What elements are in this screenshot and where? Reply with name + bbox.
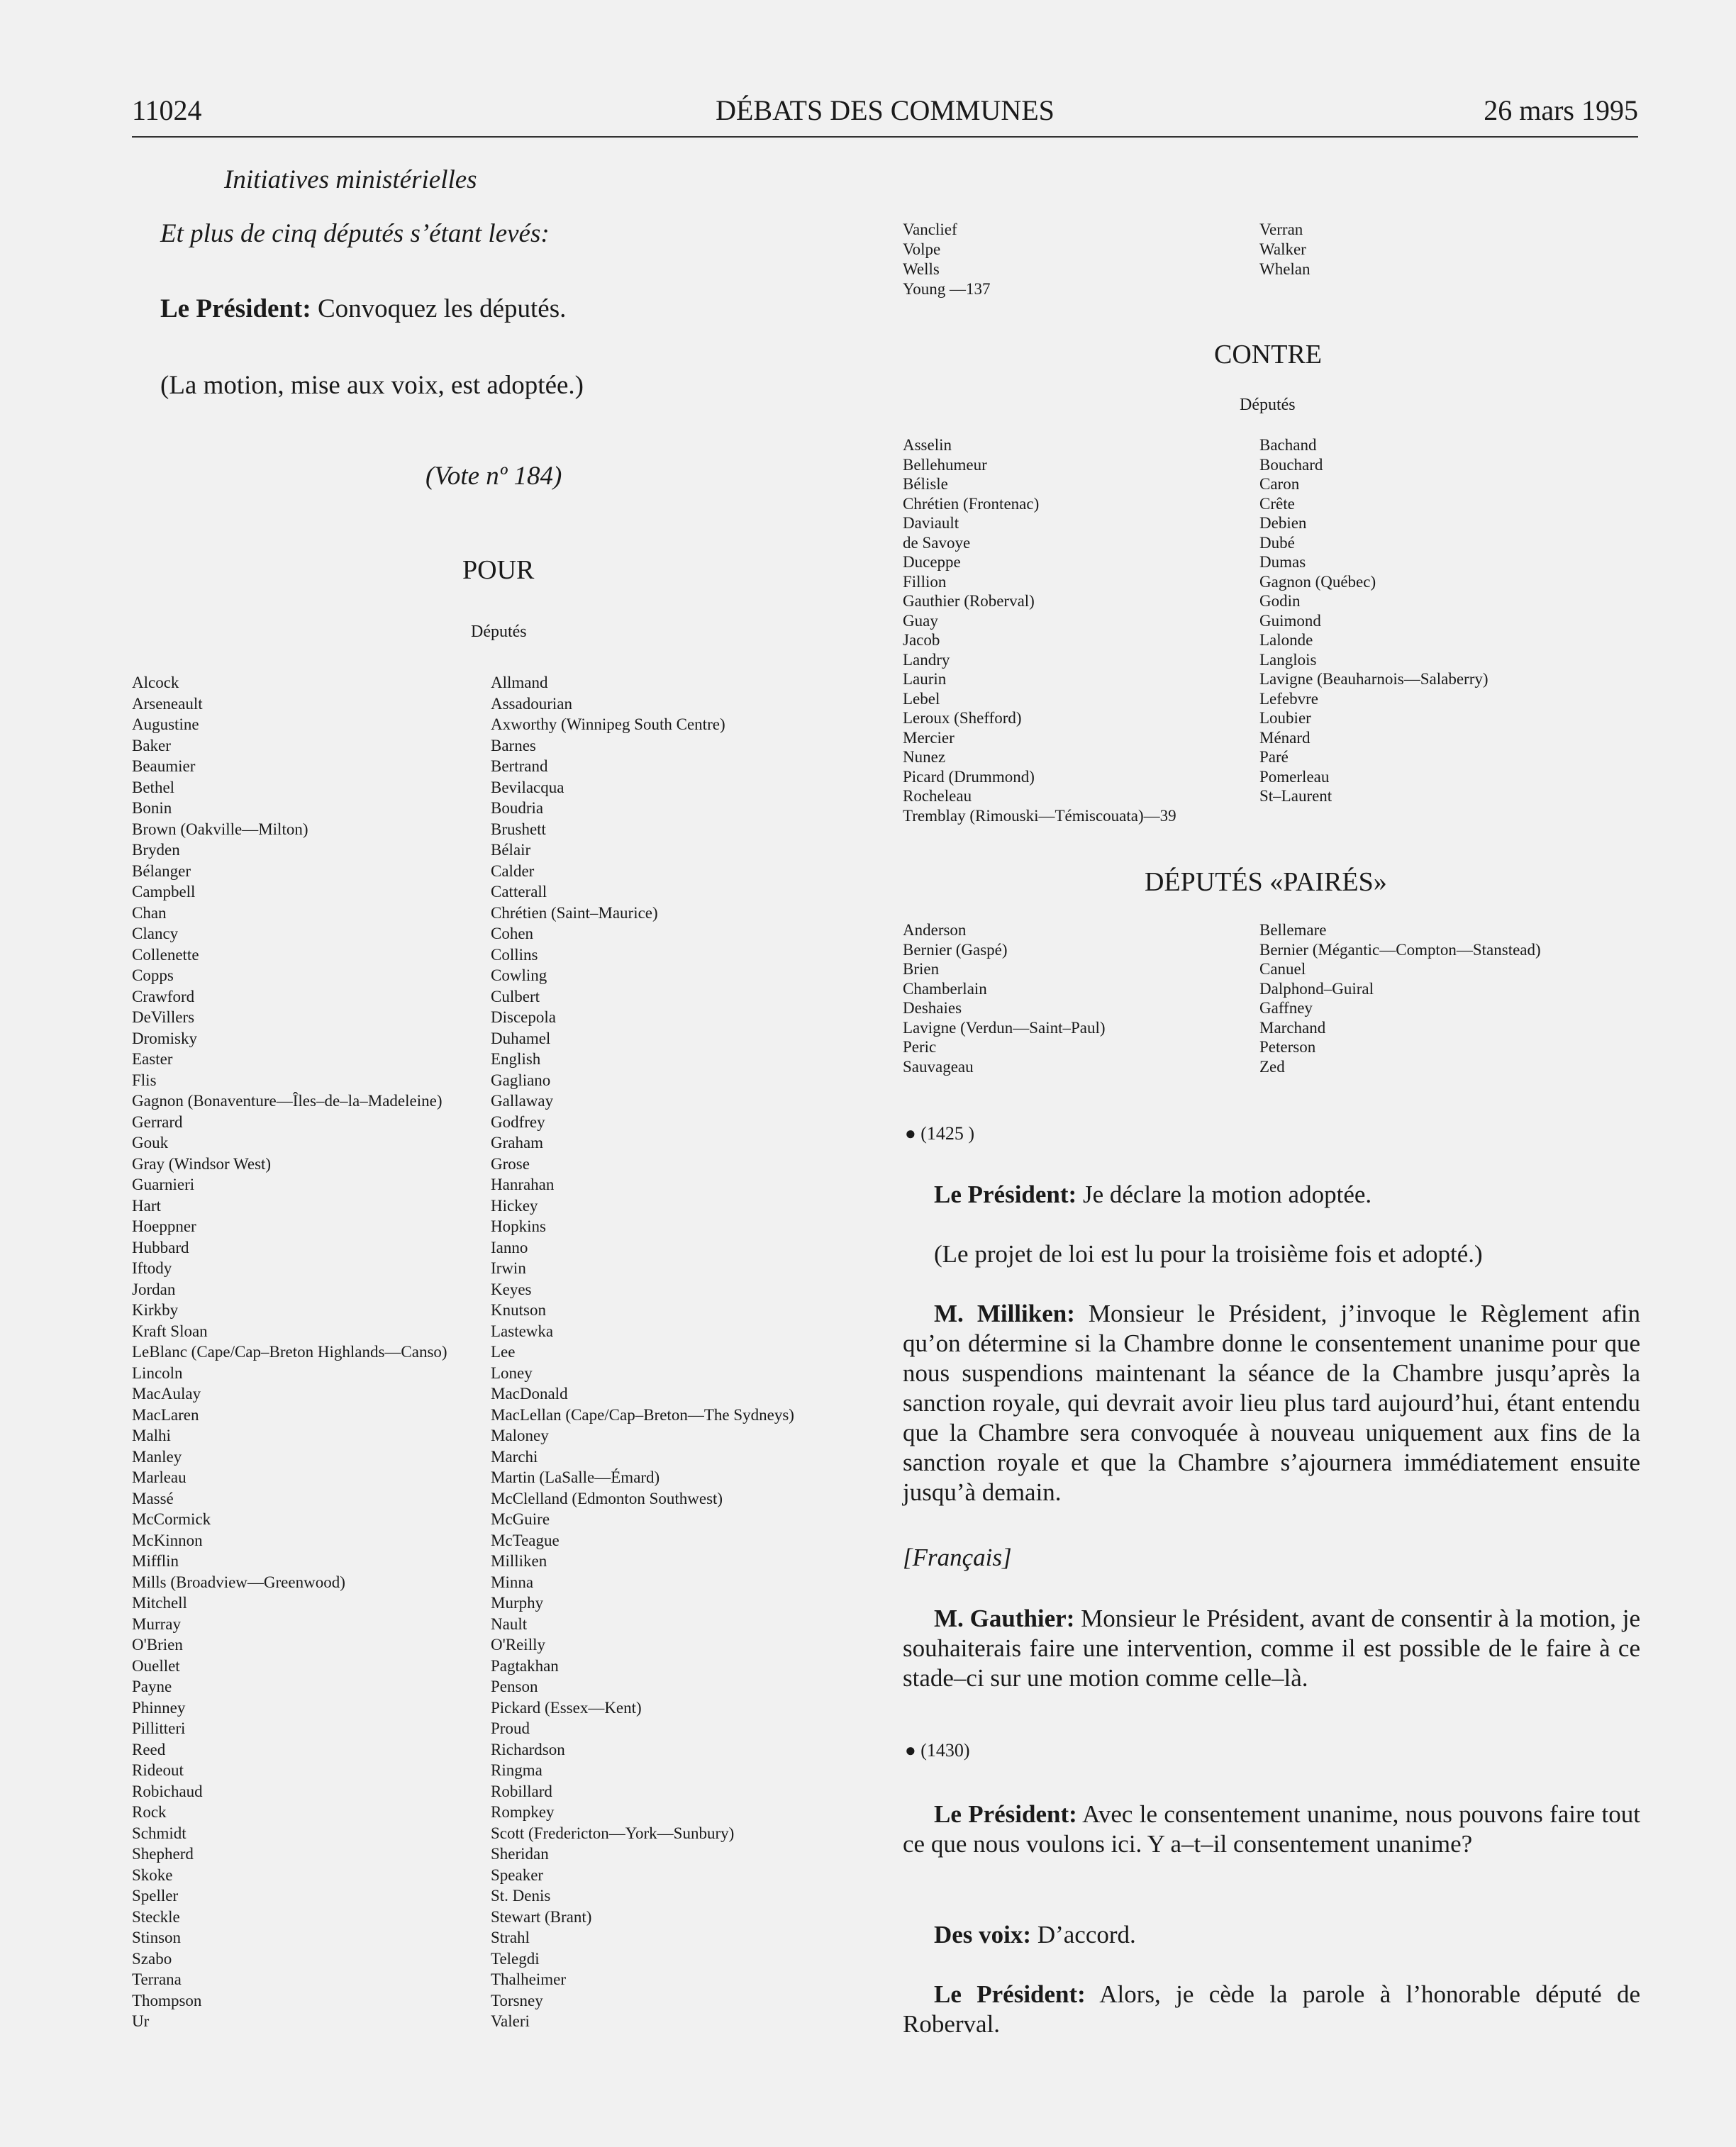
member-name: Szabo — [132, 1949, 172, 1968]
statement-text: Convoquez les députés. — [317, 294, 567, 323]
speaker-label: Des voix: — [934, 1921, 1032, 1948]
member-name: O'Brien — [132, 1636, 183, 1654]
member-name: Arseneault — [132, 694, 203, 713]
member-name: Zed — [1259, 1057, 1285, 1076]
pour-heading: POUR — [462, 555, 535, 585]
member-name: Bellehumeur — [903, 455, 987, 474]
member-name: Graham — [491, 1134, 544, 1151]
member-name: Catterall — [491, 883, 547, 900]
member-name: Lastewka — [491, 1322, 554, 1340]
member-name: Hoeppner — [132, 1217, 196, 1235]
speech-paragraph — [903, 1604, 1640, 1693]
member-name: Rocheleau — [903, 787, 972, 805]
member-name: Valeri — [491, 2012, 530, 2030]
member-name: Keyes — [491, 1280, 532, 1298]
member-name: Maloney — [491, 1427, 549, 1444]
publication-date: 26 mars 1995 — [1484, 94, 1638, 126]
speech-text: Alors, je cède la parole à l’honorable député de Roberval. — [903, 1980, 1641, 2038]
member-name: Bryden — [132, 841, 180, 859]
member-name: Asselin — [903, 436, 952, 454]
member-name: Marleau — [132, 1468, 187, 1486]
member-name: Murphy — [491, 1594, 544, 1612]
member-name: Richardson — [491, 1740, 565, 1758]
member-name: Assadourian — [491, 694, 572, 713]
member-name: Minna — [491, 1573, 534, 1591]
member-name: Anderson — [903, 921, 967, 939]
member-name: Paré — [1259, 748, 1289, 766]
member-name: Torsney — [491, 1991, 543, 2009]
speaker-label: Le Président: — [934, 1980, 1086, 2008]
member-name: Landry — [903, 650, 950, 669]
standing-note: Et plus de cinq députés s’étant levés: — [160, 219, 550, 248]
paires-list-col2 — [1259, 920, 1541, 1076]
member-name: Guarnieri — [132, 1176, 195, 1193]
language-note: [Français] — [903, 1544, 1012, 1571]
member-name: Tremblay (Rimouski—Témiscouata)—39 — [903, 806, 1176, 825]
member-name: Easter — [132, 1050, 173, 1068]
speech-text: Monsieur le Président, j’invoque le Règlement afin qu’on détermine si la Chambre donne le consentement unanime pour que nous suspendions maintenant la séance de la Chambre jusqu’après la sanction royale, qui devrait avoir lieu plus tard aujourd’hui, étant entendu que la Chambre sera convoquée à nouveau uniquement aux fins de la sanction royale et que la Chambre s’ajournera immédiatement ensuite jusqu’à demain. — [903, 1300, 1640, 1506]
member-name: Bertrand — [491, 757, 548, 775]
member-name: Schmidt — [132, 1824, 187, 1842]
member-name: Laurin — [903, 670, 947, 688]
member-name: Brien — [903, 960, 940, 978]
paires-heading: DÉPUTÉS «PAIRÉS» — [1145, 867, 1387, 897]
adoption-note: (La motion, mise aux voix, est adoptée.) — [160, 371, 584, 400]
member-name: Brown (Oakville—Milton) — [132, 820, 308, 838]
member-name: Ouellet — [132, 1656, 180, 1675]
member-name: Gagliano — [491, 1071, 551, 1089]
member-name: Pagtakhan — [491, 1656, 559, 1675]
member-name: Cohen — [491, 925, 534, 942]
speaker-label: M. Milliken: — [934, 1300, 1075, 1327]
speech-paragraph — [903, 1800, 1640, 1859]
member-name: Jacob — [903, 631, 940, 649]
pour-list-col1 — [132, 672, 447, 2032]
member-name: Grose — [491, 1154, 530, 1173]
speech-paragraph — [903, 1980, 1640, 2039]
member-name: Sauvageau — [903, 1057, 974, 1076]
member-name: Hopkins — [491, 1217, 546, 1235]
member-name: Ringma — [491, 1761, 542, 1779]
member-name: Telegdi — [491, 1949, 540, 1968]
member-name: Nault — [491, 1615, 528, 1633]
member-name: Hanrahan — [491, 1176, 555, 1193]
time-marker: ● (1430) — [905, 1740, 970, 1761]
member-name: Alcock — [132, 674, 179, 691]
member-name: Ménard — [1259, 728, 1311, 747]
member-name: Bélair — [491, 841, 531, 859]
contre-list-col2 — [1259, 435, 1489, 806]
member-name: Boudria — [491, 799, 544, 817]
member-name: Murray — [132, 1615, 181, 1633]
member-name: Gagnon (Québec) — [1259, 572, 1376, 591]
member-name: Picard (Drummond) — [903, 767, 1035, 786]
member-name: Ianno — [491, 1238, 528, 1256]
member-name: Nunez — [903, 748, 946, 766]
member-name: Wells — [903, 260, 940, 278]
member-name: Godin — [1259, 592, 1301, 610]
member-name: Campbell — [132, 883, 196, 900]
speech-text: D’accord. — [1031, 1921, 1136, 1948]
member-name: Steckle — [132, 1907, 180, 1926]
member-name: Lefebvre — [1259, 689, 1318, 708]
member-name: Clancy — [132, 925, 179, 942]
member-name: Pickard (Essex—Kent) — [491, 1698, 642, 1717]
member-name: Chamberlain — [903, 979, 987, 998]
member-name: Gray (Windsor West) — [132, 1154, 272, 1173]
member-name: Scott (Fredericton—York—Sunbury) — [491, 1824, 735, 1842]
member-name: Daviault — [903, 514, 959, 532]
member-name: Stinson — [132, 1929, 182, 1946]
vote-number: (Vote nº 184) — [425, 462, 562, 491]
member-name: Milliken — [491, 1552, 547, 1570]
member-name: Bernier (Mégantic—Compton—Stanstead) — [1259, 940, 1541, 959]
member-name: Knutson — [491, 1301, 546, 1319]
member-name: Shepherd — [132, 1845, 194, 1863]
pour-continued-col1 — [903, 220, 991, 299]
member-name: Marchi — [491, 1447, 538, 1466]
member-name: Debien — [1259, 514, 1307, 532]
procedural-note: (Le projet de loi est lu pour la troisième fois et adopté.) — [934, 1240, 1483, 1268]
header-rule — [132, 136, 1638, 138]
member-name: Beaumier — [132, 757, 196, 775]
member-name: Copps — [132, 966, 174, 984]
member-name: Iftody — [132, 1259, 172, 1277]
time-marker: ● (1425 ) — [905, 1123, 975, 1144]
speech-paragraph — [903, 1180, 1640, 1210]
member-name: Bélisle — [903, 475, 948, 493]
member-name: Gagnon (Bonaventure—Îles–de–la–Madeleine) — [132, 1092, 443, 1110]
member-name: Pillitteri — [132, 1719, 186, 1737]
member-name: Bélanger — [132, 861, 191, 880]
member-name: O'Reilly — [491, 1636, 545, 1654]
member-name: Thompson — [132, 1991, 202, 2009]
member-name: Proud — [491, 1719, 530, 1737]
member-name: Mills (Broadview—Greenwood) — [132, 1573, 345, 1591]
member-name: Ur — [132, 2012, 150, 2030]
member-name: Mitchell — [132, 1594, 187, 1612]
member-name: Mercier — [903, 728, 955, 747]
member-name: Bachand — [1259, 436, 1317, 454]
contre-heading: CONTRE — [1214, 340, 1322, 369]
member-name: Robichaud — [132, 1782, 203, 1800]
member-name: Lebel — [903, 689, 940, 708]
member-name: McClelland (Edmonton Southwest) — [491, 1489, 723, 1507]
member-name: Guimond — [1259, 611, 1321, 630]
member-name: Thalheimer — [491, 1970, 567, 1988]
member-name: Lavigne (Verdun—Saint–Paul) — [903, 1018, 1106, 1037]
member-name: Gaffney — [1259, 999, 1313, 1017]
member-name: Bonin — [132, 799, 172, 817]
member-name: Whelan — [1259, 260, 1311, 278]
member-name: Gouk — [132, 1134, 169, 1151]
member-name: Manley — [132, 1447, 182, 1466]
publication-title: DÉBATS DES COMMUNES — [716, 94, 1055, 126]
member-name: Mifflin — [132, 1552, 179, 1570]
member-name: Baker — [132, 736, 171, 754]
paires-list-col1 — [903, 920, 1106, 1076]
member-name: Martin (LaSalle—Émard) — [491, 1468, 660, 1486]
member-name: Gerrard — [132, 1112, 183, 1131]
member-name: MacLellan (Cape/Cap–Breton—The Sydneys) — [491, 1405, 794, 1424]
member-name: Bevilacqua — [491, 778, 564, 796]
member-name: Bernier (Gaspé) — [903, 940, 1008, 959]
member-name: Deshaies — [903, 999, 962, 1017]
member-name: Volpe — [903, 240, 941, 258]
member-name: Duhamel — [491, 1029, 551, 1047]
member-name: Dalphond–Guiral — [1259, 979, 1374, 998]
member-name: Canuel — [1259, 960, 1306, 978]
member-name: Collenette — [132, 945, 199, 964]
member-name: Verran — [1259, 221, 1303, 238]
member-name: Kirkby — [132, 1301, 179, 1319]
member-name: Malhi — [132, 1427, 171, 1444]
speaker-label: Le Président: — [160, 294, 311, 323]
member-name: Axworthy (Winnipeg South Centre) — [491, 715, 725, 733]
member-name: Guay — [903, 611, 938, 630]
member-name: Speller — [132, 1887, 179, 1905]
member-name: Rompkey — [491, 1803, 555, 1821]
member-name: Reed — [132, 1740, 166, 1758]
member-name: Loney — [491, 1364, 533, 1382]
member-name: Gallaway — [491, 1092, 554, 1110]
member-name: Speaker — [491, 1866, 544, 1884]
member-name: Bethel — [132, 778, 175, 796]
member-name: McTeague — [491, 1531, 560, 1549]
member-name: Bouchard — [1259, 455, 1323, 474]
member-name: Walker — [1259, 240, 1306, 258]
member-name: Peterson — [1259, 1038, 1316, 1056]
deputes-label-contre: Députés — [1240, 396, 1296, 414]
member-name: Chan — [132, 903, 167, 922]
member-name: Lavigne (Beauharnois—Salaberry) — [1259, 670, 1489, 688]
member-name: Crête — [1259, 494, 1295, 513]
member-name: DeVillers — [132, 1008, 195, 1026]
member-name: Sheridan — [491, 1845, 549, 1863]
speech-text: Avec le consentement unanime, nous pouvons faire tout ce que nous voulons ici. Y a–t–il consentement unanime? — [903, 1800, 1640, 1858]
contre-list-col1 — [903, 435, 1176, 825]
member-name: Hickey — [491, 1196, 538, 1215]
member-name: Robillard — [491, 1782, 552, 1800]
member-name: Gauthier (Roberval) — [903, 592, 1035, 610]
member-name: Bellemare — [1259, 921, 1327, 939]
member-name: Chrétien (Frontenac) — [903, 494, 1040, 513]
member-name: Hart — [132, 1196, 161, 1215]
member-name: Augustine — [132, 715, 199, 733]
member-name: Kraft Sloan — [132, 1322, 208, 1340]
member-name: Flis — [132, 1071, 157, 1089]
member-name: Godfrey — [491, 1112, 545, 1131]
member-name: de Savoye — [903, 533, 971, 552]
member-name: McGuire — [491, 1510, 550, 1528]
pour-list-col2 — [491, 672, 794, 2032]
member-name: Barnes — [491, 736, 536, 754]
member-name: Dromisky — [132, 1029, 197, 1047]
deputes-label: Députés — [471, 623, 527, 641]
member-name: MacDonald — [491, 1385, 568, 1402]
member-name: St. Denis — [491, 1887, 551, 1905]
member-name: Pomerleau — [1259, 767, 1330, 786]
member-name: McCormick — [132, 1510, 211, 1528]
member-name: Crawford — [132, 987, 195, 1005]
member-name: Culbert — [491, 987, 540, 1005]
speech-paragraph — [903, 1920, 1640, 1950]
member-name: Cowling — [491, 966, 547, 984]
member-name: Peric — [903, 1038, 937, 1056]
member-name: Rock — [132, 1803, 167, 1821]
member-name: Jordan — [132, 1280, 176, 1298]
member-name: Calder — [491, 861, 535, 880]
speaker-label: Le Président: — [934, 1181, 1077, 1208]
member-name: Marchand — [1259, 1018, 1326, 1037]
speech-text: Monsieur le Président, avant de consentir à la motion, je souhaiterais faire une intervention, comme il est possible de le faire à ce stade–ci sur une motion comme celle–là. — [903, 1605, 1640, 1692]
member-name: Phinney — [132, 1698, 186, 1717]
member-name: Penson — [491, 1678, 538, 1695]
member-name: Langlois — [1259, 650, 1317, 669]
speaker-label: Le Président: — [934, 1800, 1077, 1828]
member-name: Chrétien (Saint–Maurice) — [491, 903, 658, 922]
speech-text: Je déclare la motion adoptée. — [1076, 1181, 1372, 1208]
member-name: Fillion — [903, 572, 947, 591]
speech-paragraph — [903, 1299, 1640, 1507]
speaker-label: M. Gauthier: — [934, 1605, 1075, 1632]
member-name: MacAulay — [132, 1385, 201, 1402]
member-name: Strahl — [491, 1929, 530, 1946]
member-name: Skoke — [132, 1866, 173, 1884]
member-name: Dumas — [1259, 553, 1306, 571]
member-name: McKinnon — [132, 1531, 203, 1549]
member-name: Lincoln — [132, 1364, 183, 1382]
member-name: Payne — [132, 1678, 172, 1695]
member-name: Duceppe — [903, 553, 961, 571]
member-name: Leroux (Shefford) — [903, 709, 1022, 727]
member-name: Stewart (Brant) — [491, 1907, 592, 1926]
member-name: Young —137 — [903, 280, 991, 298]
member-name: Lalonde — [1259, 631, 1313, 649]
member-name: Brushett — [491, 820, 546, 838]
member-name: Rideout — [132, 1761, 184, 1779]
member-name: LeBlanc (Cape/Cap–Breton Highlands—Canso) — [132, 1343, 447, 1361]
member-name: Vanclief — [903, 221, 957, 238]
president-statement — [160, 294, 566, 324]
member-name: Collins — [491, 945, 538, 964]
section-title: Initiatives ministérielles — [224, 165, 477, 194]
member-name: Massé — [132, 1489, 174, 1507]
member-name: Lee — [491, 1343, 516, 1361]
member-name: Loubier — [1259, 709, 1311, 727]
member-name: Discepola — [491, 1008, 556, 1026]
page-header — [132, 94, 1638, 135]
member-name: Terrana — [132, 1970, 182, 1988]
member-name: St–Laurent — [1259, 787, 1332, 805]
member-name: Irwin — [491, 1259, 526, 1277]
member-name: Hubbard — [132, 1238, 189, 1256]
member-name: Allmand — [491, 674, 548, 691]
pour-continued-col2 — [1259, 220, 1311, 279]
member-name: English — [491, 1050, 541, 1068]
page-number: 11024 — [132, 94, 202, 126]
member-name: Caron — [1259, 475, 1300, 493]
member-name: Dubé — [1259, 533, 1295, 552]
member-name: MacLaren — [132, 1405, 199, 1424]
